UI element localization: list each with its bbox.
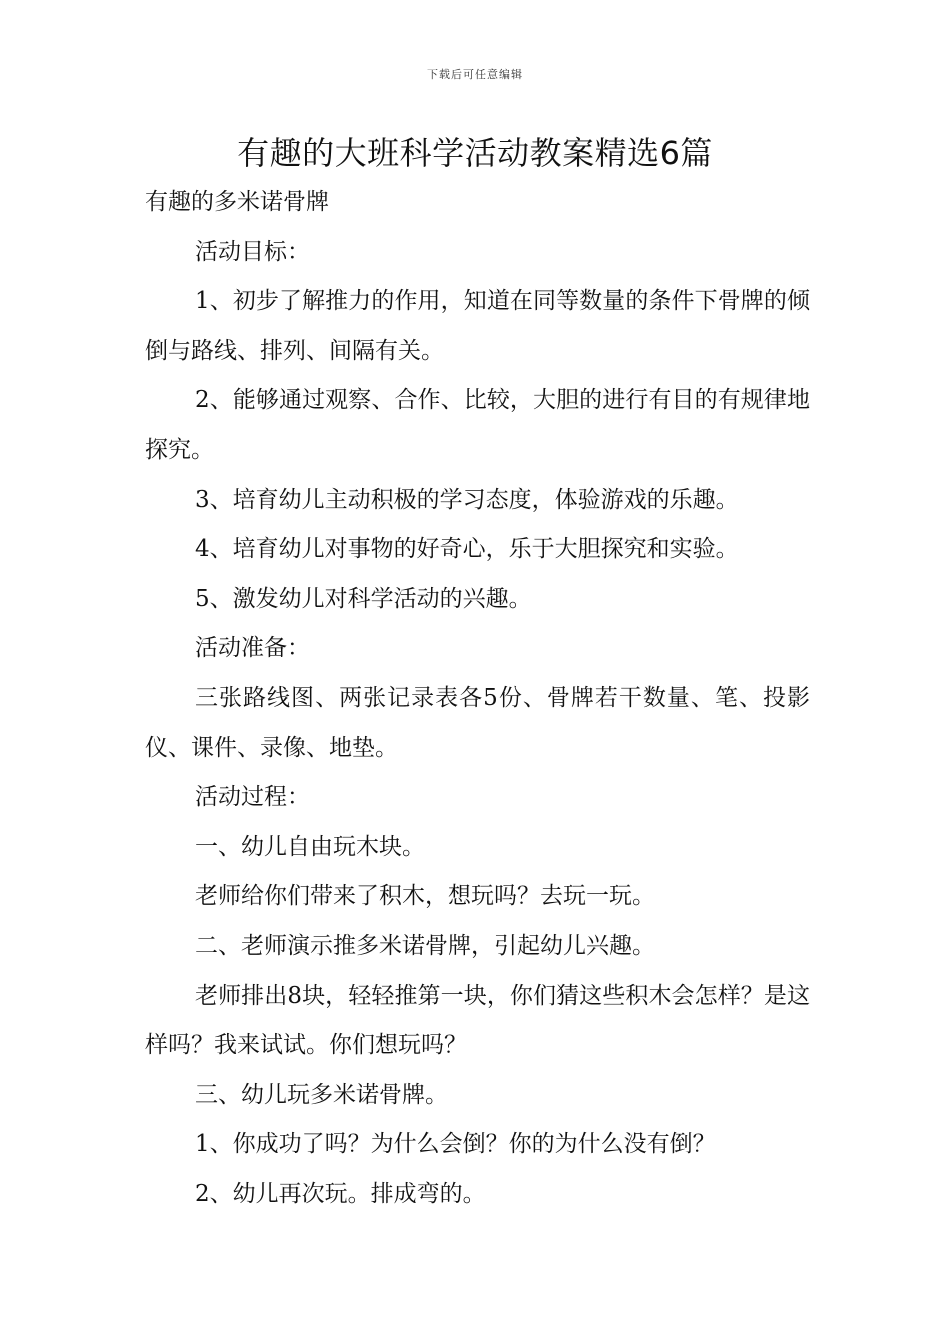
paragraph: 1、初步了解推力的作用，知道在同等数量的条件下骨牌的倾倒与路线、排列、间隔有关。	[145, 288, 810, 364]
paragraph: 2、幼儿再次玩。排成弯的。	[195, 1180, 486, 1207]
paragraph: 一、幼儿自由玩木块。	[195, 833, 425, 860]
paragraph-process-heading: 活动过程：	[195, 784, 310, 811]
paragraph-goals-heading: 活动目标：	[195, 238, 310, 265]
paragraph: 三、幼儿玩多米诺骨牌。	[195, 1081, 448, 1108]
paragraph: 老师给你们带来了积木，想玩吗？去玩一玩。	[195, 883, 655, 910]
document-body	[145, 178, 810, 1219]
paragraph: 2、能够通过观察、合作、比较，大胆的进行有目的有规律地探究。	[145, 387, 810, 463]
paragraph: 二、老师演示推多米诺骨牌，引起幼儿兴趣。	[195, 932, 655, 959]
paragraph: 3、培育幼儿主动积极的学习态度，体验游戏的乐趣。	[195, 486, 739, 513]
paragraph: 4、培育幼儿对事物的好奇心，乐于大胆探究和实验。	[195, 536, 739, 563]
paragraph: 三张路线图、两张记录表各5份、骨牌若干数量、笔、投影仪、课件、录像、地垫。	[145, 684, 810, 761]
paragraph: 老师排出8块，轻轻推第一块，你们猜这些积木会怎样？是这样吗？我来试试。你们想玩吗？	[145, 982, 810, 1059]
paragraph: 5、激发幼儿对科学活动的兴趣。	[195, 585, 532, 612]
paragraph: 1、你成功了吗？为什么会倒？你的为什么没有倒？	[195, 1131, 716, 1158]
paragraph-preparation-heading: 活动准备：	[195, 635, 310, 662]
document-title: 有趣的大班科学活动教案精选6篇	[237, 134, 713, 172]
section-heading: 有趣的多米诺骨牌	[145, 189, 329, 215]
header-note: 下载后可任意编辑	[427, 68, 523, 81]
